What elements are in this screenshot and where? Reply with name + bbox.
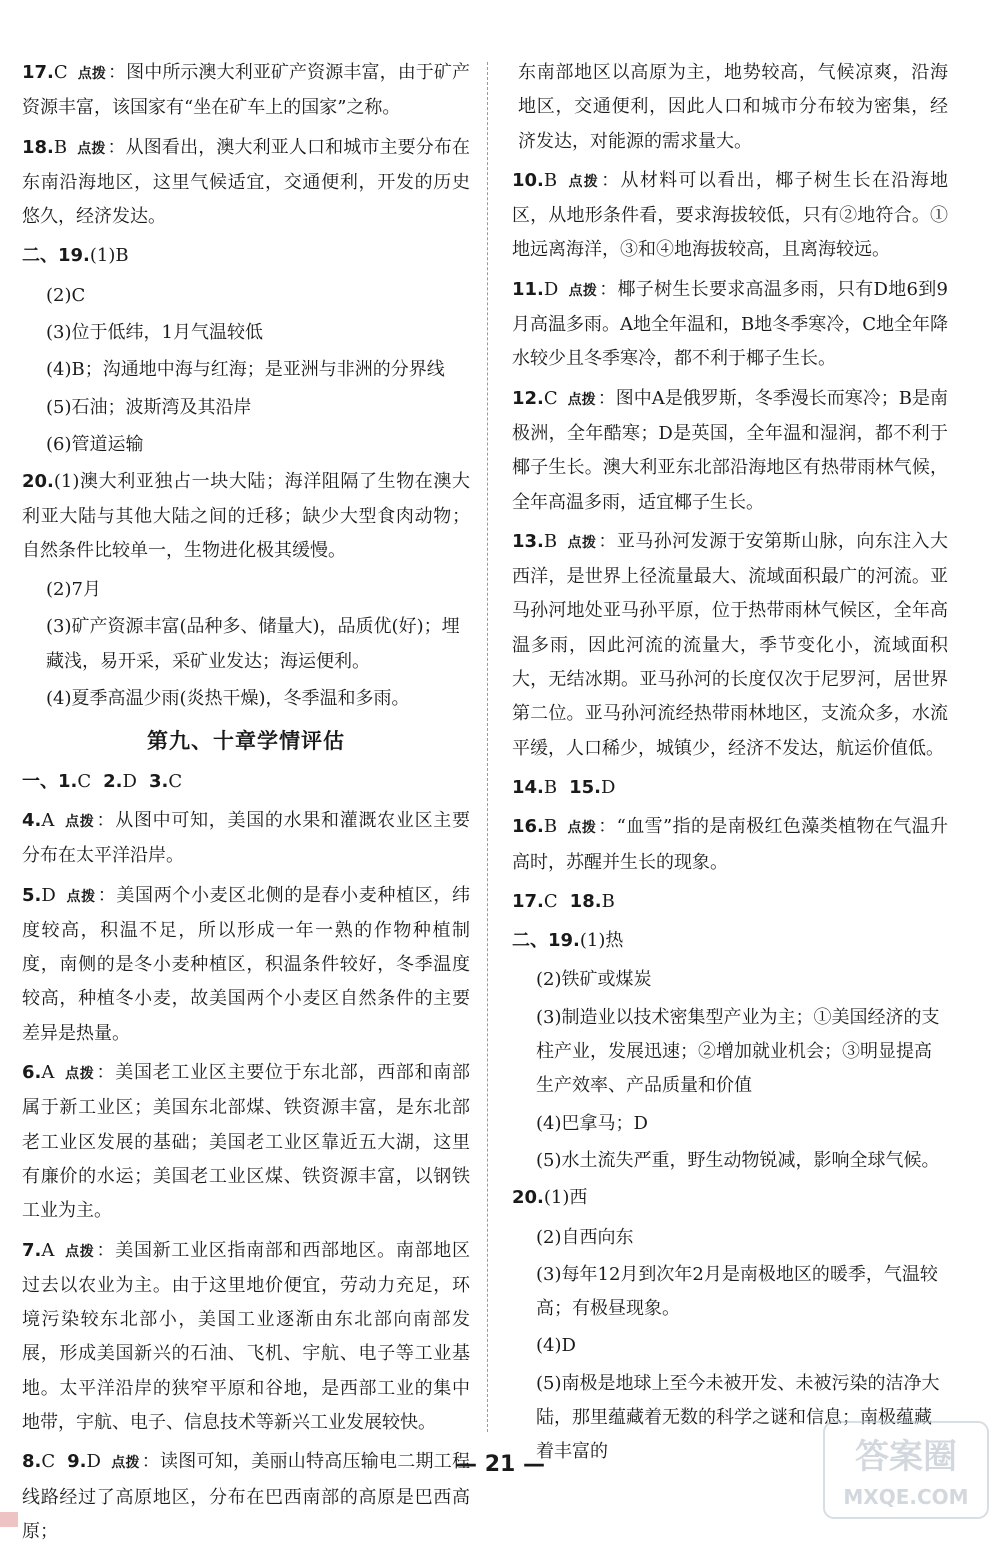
question-number: 4. <box>22 809 42 831</box>
answer-explanation: 图中A是俄罗斯，冬季漫长而寒冷；B是南极洲，全年酷寒；D是英国，全年温和湿润，都不利于椰子生长。澳大利亚东北部沿海地区有热带雨林气候，全年高温多雨，适宜椰子生长。 <box>512 387 949 513</box>
corner-mark <box>0 1512 18 1527</box>
answer-choice: C <box>41 1451 56 1473</box>
hint-tag: 点拨 <box>568 282 598 299</box>
question-number: 16. <box>512 816 544 838</box>
question-number: 18. <box>22 136 54 158</box>
answer-11: 11.D 点拨 ：椰子树生长要求高温多雨，只有D地6到9月高温多雨。A地全年温和，B地冬季寒冷，C地全年降水较少且冬季寒冷，都不利于椰子生长。 <box>512 278 949 370</box>
hint-tag: 点拨 <box>77 140 106 157</box>
sub-answer: (5)石油；波斯湾及其沿岸 <box>46 396 252 418</box>
answer-choice: B <box>53 136 68 158</box>
answer-choice: C <box>77 770 92 792</box>
answer-13: 13.B 点拨 ：亚马孙河发源于安第斯山脉，向东注入大西洋，是世界上径流量最大、流域面积最广的河流。亚马孙河地处亚马孙平原，位于热带雨林气候区，全年高温多雨，因此河流的流量大，季节变化小，流域面积大，无结冰期。亚马孙河的长度仅次于尼罗河，居世界第二位。亚马孙河流经热带雨林地区，支流众多，水流平缓，人口稀少，城镇少，经济不发达，航运价值低。 <box>512 530 949 759</box>
question-number: 12. <box>512 387 544 409</box>
answer-choice: C <box>168 770 183 792</box>
hint-tag: 点拨 <box>65 888 96 905</box>
answer-choice: B <box>543 816 558 838</box>
answer-6: 6.A 点拨 ：美国老工业区主要位于东北部，西部和南部属于新工业区；美国东北部煤、铁资源丰富，是东北部老工业区发展的基础；美国老工业区靠近五大湖，这里有廉价的水运；美国老工业区煤、铁资源丰富，以钢铁工业为主。 <box>22 1062 471 1222</box>
sub-answer: (4)夏季高温少雨(炎热干燥)，冬季温和多雨。 <box>46 688 410 710</box>
sub-answer: (1)热 <box>579 930 624 952</box>
hint-tag: 点拨 <box>64 1243 95 1260</box>
question-number: 17. <box>22 62 54 83</box>
answer-17: 17.C 点拨 ：图中所示澳大利亚矿产资源丰富，由于矿产资源丰富，该国家有“坐在矿车上的国家”之称。 <box>22 62 471 119</box>
watermark-title: 答案圈 <box>855 1437 957 1477</box>
answer-explanation: 读图可知，美丽山特高压输电二期工程线路经过了高原地区，分布在巴西南部的高原是巴西高原； <box>22 1451 471 1542</box>
answer-explanation: 亚马孙河发源于安第斯山脉，向东注入大西洋，是世界上径流量最大、流域面积最广的河流。亚马孙河地处亚马孙平原，位于热带雨林气候区，全年高温多雨，因此河流的流量大，季节变化小，流域面积大，无结冰期。亚马孙河的长度仅次于尼罗河，居世界第二位。亚马孙河流经热带雨林地区，支流众多，水流平缓，人口稀少，城镇少，经济不发达，航运价值低。 <box>512 530 949 759</box>
answer-explanation: 美国两个小麦区北侧的是春小麦种植区，纬度较高，积温不足，所以形成一年一熟的作物种植制度，南侧的是冬小麦种植区，积温条件较好，冬季温度较高，种植冬小麦，故美国两个小麦区自然条件的主要差异是热量。 <box>22 884 471 1044</box>
question-number: 6. <box>22 1062 42 1084</box>
continued-explanation: 东南部地区以高原为主，地势较高，气候凉爽，沿海地区，交通便利，因此人口和城市分布较为密集，经济发达，对能源的需求量大。 <box>518 62 948 152</box>
answer-choice: C <box>543 890 558 912</box>
answer-choice: B <box>543 776 558 798</box>
hint-tag: 点拨 <box>77 66 106 82</box>
question-number: 11. <box>512 278 544 300</box>
right-column <box>512 56 948 1473</box>
answer-explanation: “血雪”指的是南极红色藻类植物在气温升高时，苏醒并生长的现象。 <box>512 816 949 873</box>
sub-answer: (4)D <box>536 1335 576 1357</box>
sub-answer: (4)B；沟通地中海与红海；是亚洲与非洲的分界线 <box>46 359 445 381</box>
sub-answer: (4)巴拿马；D <box>536 1112 648 1134</box>
answer-16: 16.B 点拨 ：“血雪”指的是南极红色藻类植物在气温升高时，苏醒并生长的现象。 <box>512 816 949 873</box>
sub-answer: (2)7月 <box>46 579 101 601</box>
sub-answer: (3)每年12月到次年2月是南极地区的暖季，气温较高；有极昼现象。 <box>536 1263 938 1320</box>
question-number: 10. <box>512 169 544 191</box>
watermark-url: MXQE.COM <box>843 1485 969 1509</box>
question-number: 2. <box>103 770 123 792</box>
sub-answer: (1)西 <box>543 1187 588 1209</box>
answer-explanation: 美国老工业区主要位于东北部，西部和南部属于新工业区；美国东北部煤、铁资源丰富，是东北部老工业区发展的基础；美国老工业区靠近五大湖，这里有廉价的水运；美国老工业区煤、铁资源丰富，以钢铁工业为主。 <box>22 1062 471 1222</box>
answer-choice: D <box>86 1451 101 1473</box>
answer-20 <box>512 1181 948 1215</box>
sub-answer: (3)矿产资源丰富(品种多、储量大)，品质优(好)；埋藏浅，易开采，采矿业发达；海运便利。 <box>46 616 460 672</box>
answer-19 <box>512 924 948 958</box>
sub-answer: (3)位于低纬，1月气温较低 <box>46 322 263 344</box>
answer-choice: A <box>41 809 55 831</box>
answer-choice: C <box>53 62 68 83</box>
answer-choice: B <box>543 169 558 191</box>
column-divider <box>487 62 488 1432</box>
hint-tag: 点拨 <box>64 1066 95 1083</box>
answer-choice: D <box>543 278 559 300</box>
hint-tag: 点拨 <box>567 173 600 190</box>
question-number: 13. <box>512 530 544 552</box>
answer-17-18 <box>512 885 948 919</box>
answer-explanation: 从图中可知，美国的水果和灌溉农业区主要分布在太平洋沿岸。 <box>22 809 471 867</box>
answer-8-9: 8.C 9.D 点拨 ：读图可知，美丽山特高压输电二期工程线路经过了高原地区，分布在巴西南部的高原是巴西高原； <box>22 1451 471 1542</box>
question-number: 二、19. <box>22 245 90 267</box>
question-number: 3. <box>148 770 169 792</box>
answer-14-15 <box>512 771 948 805</box>
question-number: 14. <box>512 776 544 798</box>
sub-answer: (5)水土流失严重，野生动物锐减，影响全球气候。 <box>536 1149 940 1171</box>
answer-choice: B <box>601 890 615 912</box>
answer-explanation: 从材料可以看出，椰子树生长在沿海地区，从地形条件看，要求海拔较低，只有②地符合。①地远离海洋，③和④地海拔较高，且离海较远。 <box>512 169 948 261</box>
question-number: 15. <box>569 776 602 798</box>
question-number: 20. <box>22 471 54 493</box>
answer-explanation: 椰子树生长要求高温多雨，只有D地6到9月高温多雨。A地全年温和，B地冬季寒冷，C地全年降水较少且冬季寒冷，都不利于椰子生长。 <box>512 278 949 370</box>
answer-choice: D <box>122 770 137 792</box>
hint-tag: 点拨 <box>110 1455 140 1472</box>
sub-answer: (5)南极是地球上至今未被开发、未被污染的洁净大陆，那里蕴藏着无数的科学之谜和信息；南极蕴藏着丰富的 <box>536 1372 940 1463</box>
question-number: 18. <box>569 890 602 912</box>
hint-tag: 点拨 <box>567 820 597 837</box>
question-number: 5. <box>22 884 42 906</box>
sub-answer: (3)制造业以技术密集型产业为主；①美国经济的支柱产业，发展迅速；②增加就业机会；③明显提高生产效率、产品质量和价值 <box>536 1006 940 1097</box>
answer-explanation: 从图看出，澳大利亚人口和城市主要分布在东南沿海地区，这里气候适宜，交通便利，开发的历史悠久，经济发达。 <box>22 136 471 228</box>
hint-tag: 点拨 <box>567 534 597 551</box>
question-number: 20. <box>512 1187 544 1209</box>
sub-answer: (1)B <box>89 245 129 267</box>
answer-choice: C <box>543 387 558 409</box>
answer-choice: A <box>41 1062 55 1084</box>
question-number: 7. <box>22 1239 42 1261</box>
answer-20 <box>22 465 470 568</box>
sub-answer: (2)自西向东 <box>536 1226 634 1248</box>
question-number: 17. <box>512 890 544 912</box>
answer-19 <box>22 239 470 273</box>
answer-explanation: 美国新工业区指南部和西部地区。南部地区过去以农业为主。由于这里地价便宜，劳动力充足，环境污染较东北部小，美国工业逐渐由东北部向南部发展，形成美国新兴的石油、飞机、宇航、电子等工业基地。太平洋沿岸的狭窄平原和谷地，是西部工业的集中地带，宇航、电子、信息技术等新兴工业发展较快。 <box>22 1239 471 1433</box>
question-number: 8. <box>22 1451 42 1473</box>
sub-answer: (2)铁矿或煤炭 <box>536 969 652 991</box>
hint-tag: 点拨 <box>567 391 596 408</box>
watermark-logo <box>820 1418 992 1522</box>
sub-answer: (2)C <box>46 284 86 306</box>
answer-choice: D <box>601 776 616 798</box>
page-number: — 21 — <box>455 1452 545 1477</box>
answer-12: 12.C 点拨 ：图中A是俄罗斯，冬季漫长而寒冷；B是南极洲，全年酷寒；D是英国，全年温和湿润，都不利于椰子生长。澳大利亚东北部沿海地区有热带雨林气候，全年高温多雨，适宜椰子生长。 <box>512 387 949 513</box>
answer-explanation: 图中所示澳大利亚矿产资源丰富，由于矿产资源丰富，该国家有“坐在矿车上的国家”之称。 <box>22 62 471 119</box>
answer-5: 5.D 点拨 ：美国两个小麦区北侧的是春小麦种植区，纬度较高，积温不足，所以形成一年一熟的作物种植制度，南侧的是冬小麦种植区，积温条件较好，冬季温度较高，种植冬小麦，故美国两个小麦区自然条件的主要差异是热量。 <box>22 884 471 1044</box>
sub-answer: (1)澳大利亚独占一块大陆；海洋阻隔了生物在澳大利亚大陆与其他大陆之间的迁移；缺少大型食肉动物；自然条件比较单一，生物进化极其缓慢。 <box>22 471 470 561</box>
answer-choice: A <box>41 1239 55 1261</box>
section-title: 第九、十章学情评估 <box>147 729 345 754</box>
answer-1-3 <box>22 765 470 799</box>
question-number: 9. <box>67 1451 87 1473</box>
answer-10: 10.B 点拨 ：从材料可以看出，椰子树生长在沿海地区，从地形条件看，要求海拔较低，只有②地符合。①地远离海洋，③和④地海拔较高，且离海较远。 <box>512 169 948 261</box>
question-number: 一、1. <box>22 770 78 792</box>
answer-choice: D <box>41 884 56 906</box>
left-column <box>22 56 470 1554</box>
hint-tag: 点拨 <box>64 813 95 830</box>
answer-7: 7.A 点拨 ：美国新工业区指南部和西部地区。南部地区过去以农业为主。由于这里地价便宜，劳动力充足，环境污染较东北部小，美国工业逐渐由东北部向南部发展，形成美国新兴的石油、飞机、宇航、电子等工业基地。太平洋沿岸的狭窄平原和谷地，是西部工业的集中地带，宇航、电子、信息技术等新兴工业发展较快。 <box>22 1239 471 1433</box>
answer-18: 18.B 点拨 ：从图看出，澳大利亚人口和城市主要分布在东南沿海地区，这里气候适宜，交通便利，开发的历史悠久，经济发达。 <box>22 136 471 228</box>
answer-4: 4.A 点拨 ：从图中可知，美国的水果和灌溉农业区主要分布在太平洋沿岸。 <box>22 809 471 867</box>
question-number: 二、19. <box>512 930 580 952</box>
sub-answer: (6)管道运输 <box>46 433 144 455</box>
answer-choice: B <box>543 530 558 552</box>
